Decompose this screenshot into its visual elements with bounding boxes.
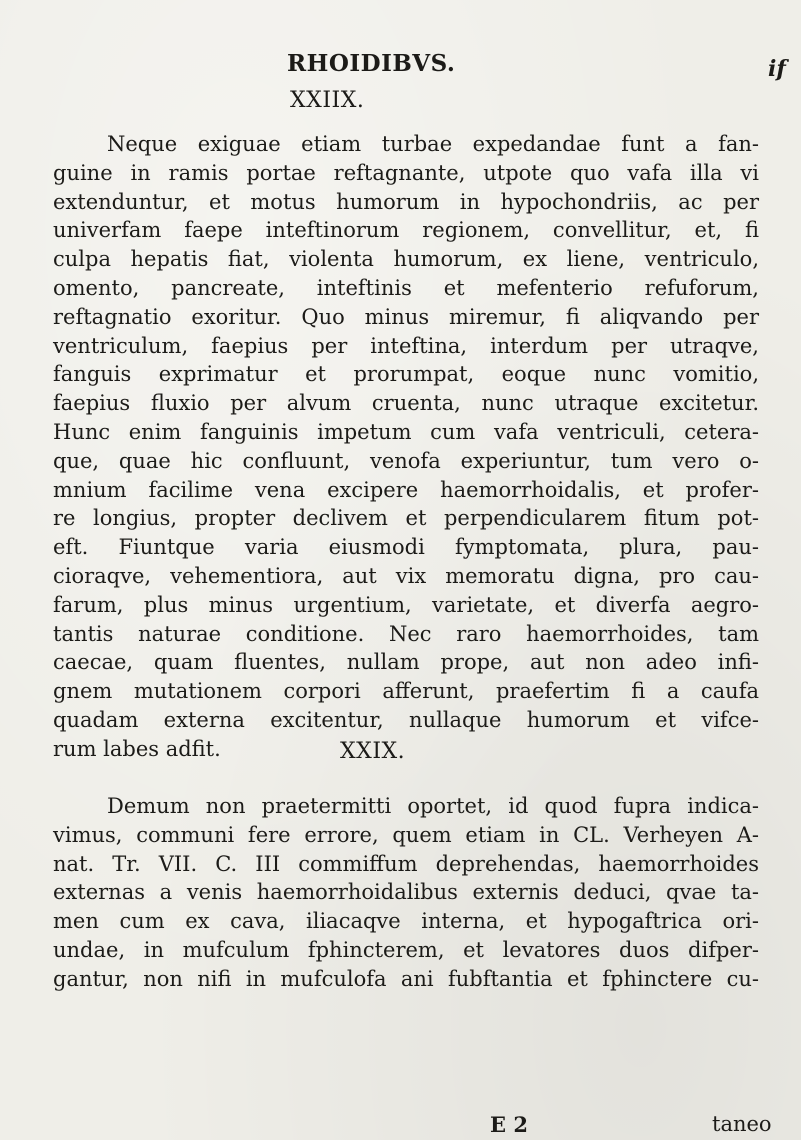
text-line: faepius fluxio per alvum cruenta, nunc utraque excitetur. bbox=[53, 391, 759, 416]
section-heading-xxiix: XXIIX. bbox=[290, 88, 365, 113]
text-line: nat. Tr. VII. C. III commiffum deprehendas, haemorrhoides bbox=[53, 851, 759, 876]
page-number: if bbox=[768, 56, 786, 82]
text-line: eft. Fiuntque varia eiusmodi fymptomata, plura, pau- bbox=[53, 535, 759, 560]
text-line: rum labes adfit. bbox=[53, 736, 221, 761]
text-line: externas a venis haemorrhoidalibus externis deduci, qvae ta- bbox=[53, 880, 759, 905]
text-line: mnium facilime vena excipere haemorrhoidalis, et profer- bbox=[53, 477, 759, 502]
text-line: univerfam faepe inteftinorum regionem, convellitur, et, fi bbox=[53, 218, 759, 243]
text-line: que, quae hic confluunt, venofa experiuntur, tum vero o- bbox=[53, 448, 759, 473]
text-line: culpa hepatis fiat, violenta humorum, ex liene, ventriculo, bbox=[53, 247, 759, 272]
running-head: RHOIDIBVS. bbox=[287, 50, 456, 77]
text-line: Demum non praetermitti oportet, id quod fupra indica- bbox=[107, 794, 759, 818]
text-line: extenduntur, et motus humorum in hypochondriis, ac per bbox=[53, 189, 759, 214]
section-heading-xxix: XXIX. bbox=[340, 739, 406, 764]
text-line: reftagnatio exoritur. Quo minus miremur, fi aliqvando per bbox=[53, 304, 759, 329]
text-line: guine in ramis portae reftagnante, utpote quo vafa illa vi bbox=[53, 160, 759, 185]
text-line: caecae, quam fluentes, nullam prope, aut non adeo infi- bbox=[53, 650, 759, 675]
section-body-xxix bbox=[53, 792, 759, 994]
text-line: quadam externa excitentur, nullaque humorum et vifce- bbox=[53, 707, 759, 732]
text-line: gantur, non nifi in mufculofa ani fubftantia et fphinctere cu- bbox=[53, 966, 759, 991]
text-line: re longius, propter declivem et perpendicularem fitum pot- bbox=[53, 506, 759, 531]
text-line: Neque exiguae etiam turbae expedandae funt a fan- bbox=[107, 132, 759, 156]
text-line: men cum ex cava, iliacaqve interna, et hypogaftrica ori- bbox=[53, 909, 759, 934]
text-line: undae, in mufculum fphincterem, et levatores duos difper- bbox=[53, 937, 759, 962]
text-line: omento, pancreate, inteftinis et mefenterio refuforum, bbox=[53, 275, 759, 300]
section-body-xxiix bbox=[53, 130, 759, 764]
catchword: taneo bbox=[712, 1112, 772, 1136]
text-line: fanguis exprimatur et prorumpat, eoque nunc vomitio, bbox=[53, 362, 759, 387]
signature-mark: E 2 bbox=[490, 1112, 528, 1137]
text-line: gnem mutationem corpori afferunt, praefertim fi a caufa bbox=[53, 679, 759, 704]
text-line: tantis naturae conditione. Nec raro haemorrhoides, tam bbox=[53, 621, 759, 646]
text-line: vimus, communi fere errore, quem etiam in CL. Verheyen A- bbox=[53, 822, 759, 847]
text-line: ventriculum, faepius per inteftina, interdum per utraqve, bbox=[53, 333, 759, 358]
text-line: cioraqve, vehementiora, aut vix memoratu digna, pro cau- bbox=[53, 563, 759, 588]
text-line: farum, plus minus urgentium, varietate, et diverfa aegro- bbox=[53, 592, 759, 617]
text-line: Hunc enim fanguinis impetum cum vafa ventriculi, cetera- bbox=[53, 419, 759, 444]
